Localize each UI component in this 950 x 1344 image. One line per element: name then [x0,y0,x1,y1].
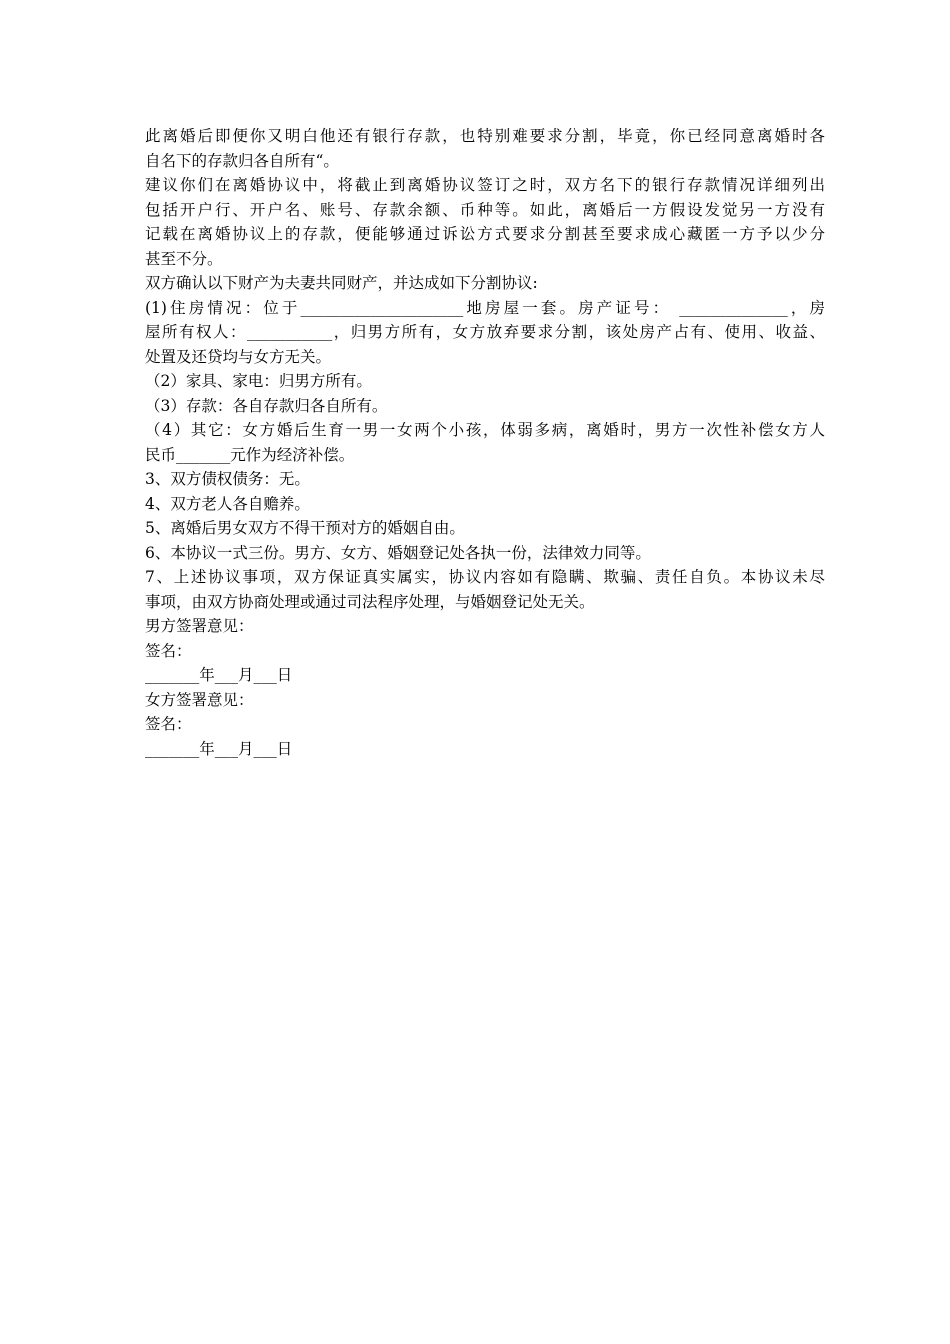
text-line: 此离婚后即便你又明白他还有银行存款，也特别难要求分割，毕竟，你已经同意离婚时各 [145,127,825,145]
text-line: （4）其它：女方婚后生育一男一女两个小孩，体弱多病，离婚时，男方一次性补偿女方人 [145,421,825,439]
text-line: 处置及还贷均与女方无关。 [145,347,332,366]
text-line: 自名下的存款归各自所有“。 [145,151,339,170]
text-line: (1)住房情况：位于_____________________地房屋一套。房产证号： ______________，房 [145,298,825,317]
text-line: 事项，由双方协商处理或通过司法程序处理，与婚姻登记处无关。 [145,592,595,611]
text-line: （3）存款：各自存款归各自所有。 [145,396,388,415]
text-line: 记载在离婚协议上的存款，便能够通过诉讼方式要求分割甚至要求成心藏匿一方予以少分 [145,225,825,243]
female-signature-label: 签名： [145,715,192,733]
male-signature-date: _______年___月___日 [145,666,293,684]
text-line: 双方确认以下财产为夫妻共同财产，并达成如下分割协议: [145,274,538,292]
text-line: 5、离婚后男女双方不得干预对方的婚姻自由。 [145,519,465,537]
text-line: 3、双方债权债务：无。 [145,470,310,488]
text-line: 包括开户行、开户名、账号、存款余额、币种等。如此，离婚后一方假设发觉另一方没有 [145,200,825,219]
text-line: （2）家具、家电：归男方所有。 [145,372,372,390]
text-line: 甚至不分。 [145,249,223,268]
text-line: 建议你们在离婚协议中，将截止到离婚协议签订之时，双方名下的银行存款情况详细列出 [145,176,825,194]
document-body [145,124,825,761]
male-signature-label: 签名： [145,641,192,660]
text-line: 6、本协议一式三份。男方、女方、婚姻登记处各执一份，法律效力同等。 [145,543,651,562]
text-line: 4、双方老人各自赡养。 [145,494,310,513]
text-line: 民币_______元作为经济补偿。 [145,445,355,464]
male-signature-opinion-label: 男方签署意见： [145,617,254,635]
text-line: 屋所有权人：___________，归男方所有，女方放弃要求分割，该处房产占有、使用、收益、 [145,323,825,341]
female-signature-date: _______年___月___日 [145,739,293,758]
text-line: 7、上述协议事项，双方保证真实属实，协议内容如有隐瞒、欺骗、责任自负。本协议未尽 [145,568,825,586]
female-signature-opinion-label: 女方签署意见： [145,690,254,709]
